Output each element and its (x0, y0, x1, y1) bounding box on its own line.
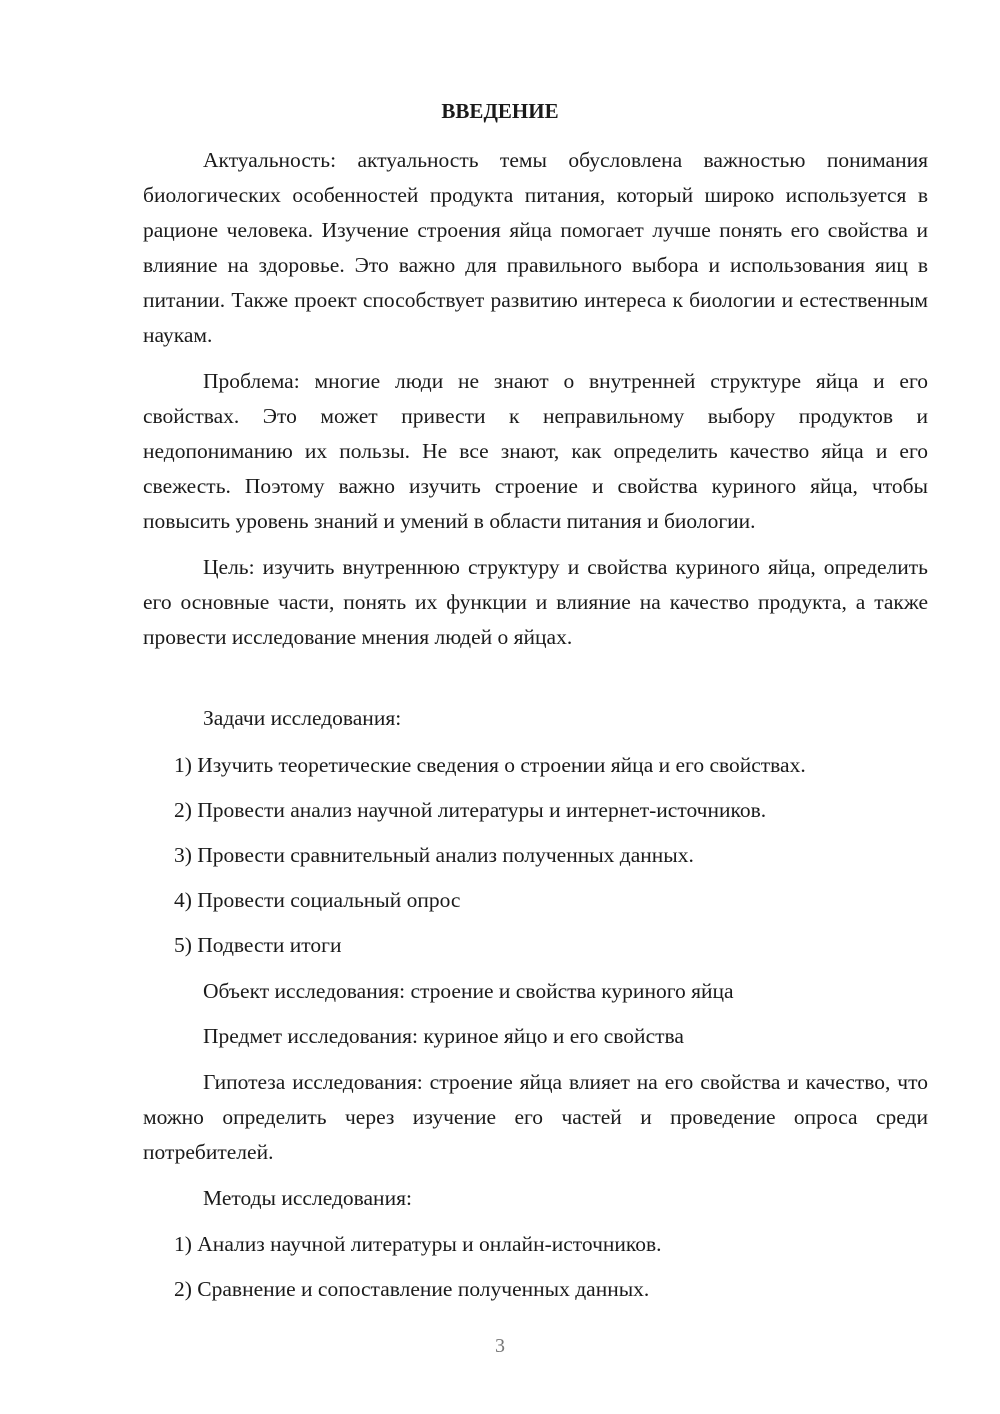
task-item: 4) Провести социальный опрос (174, 888, 461, 912)
methods-heading: Методы исследования: (203, 1186, 412, 1210)
goal-paragraph: Цель: изучить внутреннюю структуру и свойства куриного яйца, определить его основные части, понять их функции и влияние на качество продукта, а также провести исследование мнения людей о яйцах. (143, 555, 928, 649)
page-title: ВВЕДЕНИЕ (441, 99, 559, 123)
subject-line: Предмет исследования: куриное яйцо и его свойства (203, 1024, 684, 1048)
page-number: 3 (495, 1335, 505, 1357)
task-item: 2) Провести анализ научной литературы и интернет-источников. (174, 798, 767, 822)
task-item: 3) Провести сравнительный анализ полученных данных. (174, 843, 694, 867)
relevance-paragraph: Актуальность: актуальность темы обусловлена важностью понимания биологических особенностей продукта питания, который широко используется в рационе человека. Изучение строения яйца помогает лучше понять его свойства и влияние на здоровье. Это важно для правильного выбора и использования яиц в питании. Также проект способствует развитию интереса к биологии и естественным наукам. (143, 148, 928, 347)
object-line: Объект исследования: строение и свойства куриного яйца (203, 979, 734, 1003)
method-item: 2) Сравнение и сопоставление полученных данных. (174, 1277, 650, 1301)
task-item: 1) Изучить теоретические сведения о строении яйца и его свойствах. (174, 753, 806, 777)
task-item: 5) Подвести итоги (174, 933, 342, 957)
hypothesis-paragraph: Гипотеза исследования: строение яйца влияет на его свойства и качество, что можно определить через изучение его частей и проведение опроса среди потребителей. (143, 1070, 928, 1164)
method-item: 1) Анализ научной литературы и онлайн-источников. (174, 1232, 662, 1256)
problem-paragraph: Проблема: многие люди не знают о внутренней структуре яйца и его свойствах. Это может привести к неправильному выбору продуктов и недопониманию их пользы. Не все знают, как определить качество яйца и его свежесть. Поэтому важно изучить строение и свойства куриного яйца, чтобы повысить уровень знаний и умений в области питания и биологии. (143, 369, 928, 533)
tasks-heading: Задачи исследования: (203, 706, 402, 730)
